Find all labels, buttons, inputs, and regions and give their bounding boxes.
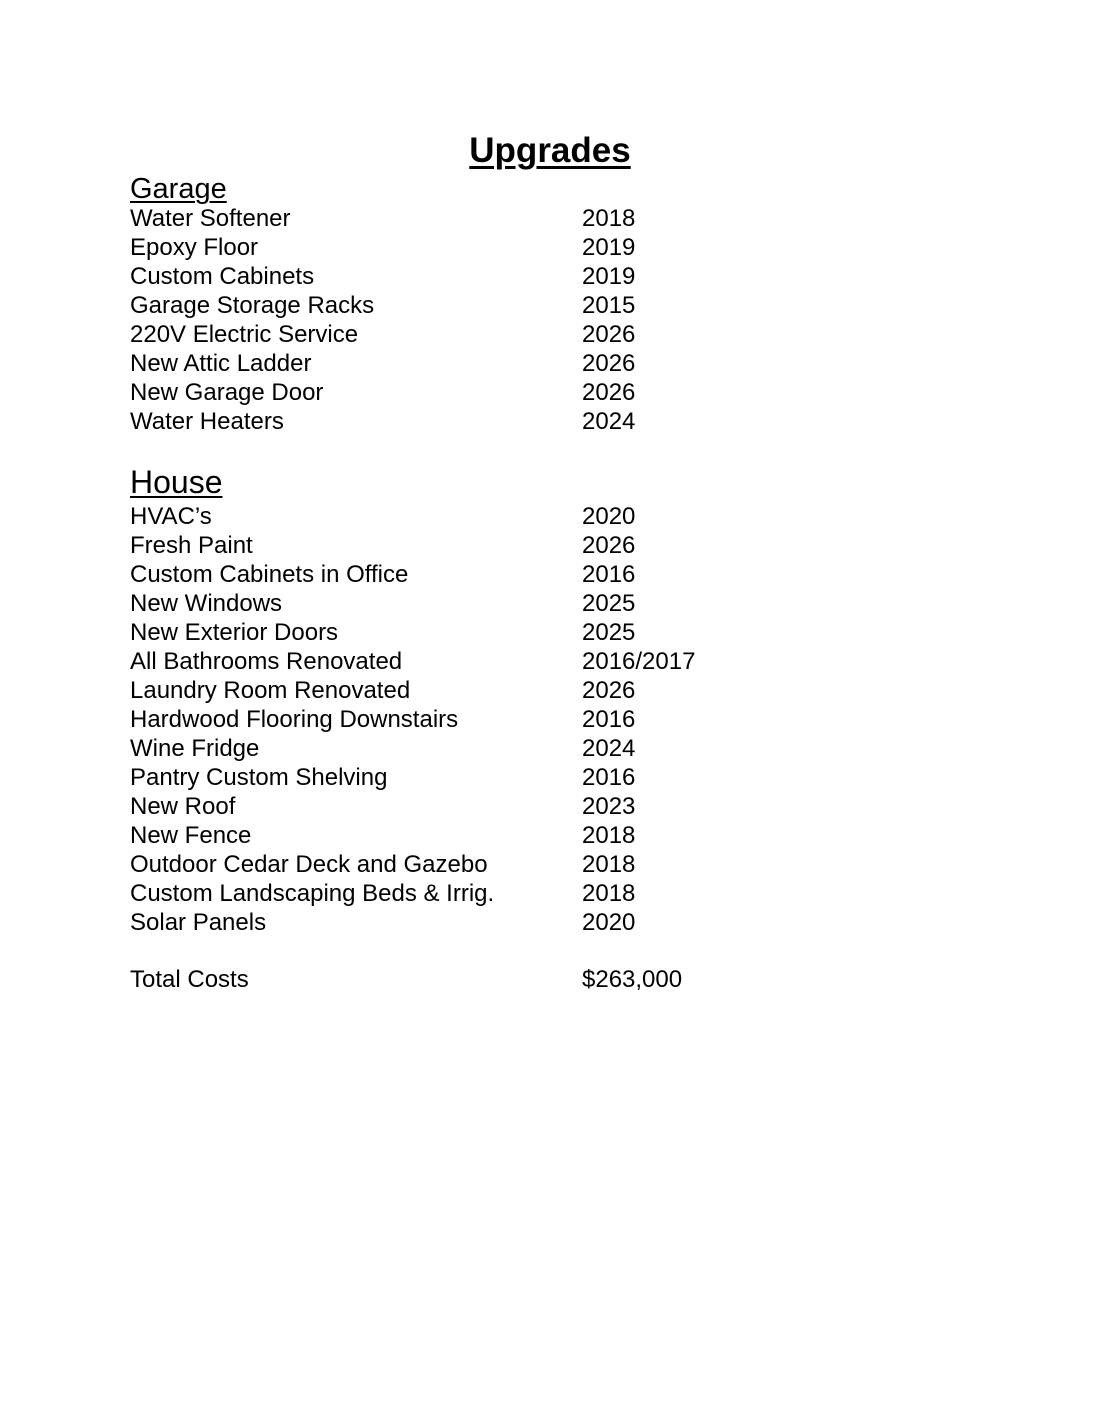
item-label: Pantry Custom Shelving <box>130 764 388 791</box>
section-heading-garage: Garage <box>130 173 227 205</box>
item-label: Outdoor Cedar Deck and Gazebo <box>130 851 488 878</box>
item-label: 220V Electric Service <box>130 321 359 348</box>
list-item <box>130 676 830 705</box>
item-label: All Bathrooms Renovated <box>130 648 403 675</box>
item-year: 2018 <box>582 205 636 232</box>
list-item <box>130 560 830 589</box>
item-year: 2016/2017 <box>582 648 696 675</box>
item-year: 2026 <box>582 677 636 704</box>
item-year: 2026 <box>582 350 636 377</box>
item-label: Fresh Paint <box>130 532 253 559</box>
list-item <box>130 262 830 291</box>
item-label: Garage Storage Racks <box>130 292 375 319</box>
list-item <box>130 734 830 763</box>
item-label: New Fence <box>130 822 252 849</box>
item-year: 2018 <box>582 822 636 849</box>
page-title: Upgrades <box>469 131 631 170</box>
item-year: 2024 <box>582 408 636 435</box>
item-label: Wine Fridge <box>130 735 260 762</box>
item-year: 2020 <box>582 909 636 936</box>
item-year: 2025 <box>582 590 636 617</box>
item-year: 2018 <box>582 851 636 878</box>
list-item <box>130 821 830 850</box>
item-label: Custom Cabinets in Office <box>130 561 409 588</box>
item-year: 2025 <box>582 619 636 646</box>
item-year: 2018 <box>582 880 636 907</box>
item-year: 2023 <box>582 793 636 820</box>
section-heading-house: House <box>130 464 223 500</box>
total-value: $263,000 <box>582 966 683 993</box>
list-item <box>130 618 830 647</box>
list-item <box>130 233 830 262</box>
item-label: Hardwood Flooring Downstairs <box>130 706 459 733</box>
list-item <box>130 879 830 908</box>
item-label: Water Heaters <box>130 408 284 435</box>
item-year: 2026 <box>582 532 636 559</box>
list-item <box>130 407 830 436</box>
total-section <box>130 965 830 994</box>
item-label: New Roof <box>130 793 236 820</box>
item-year: 2016 <box>582 764 636 791</box>
list-item <box>130 850 830 879</box>
item-year: 2015 <box>582 292 636 319</box>
item-year: 2019 <box>582 234 636 261</box>
item-label: Laundry Room Renovated <box>130 677 411 704</box>
item-year: 2016 <box>582 561 636 588</box>
item-label: New Garage Door <box>130 379 324 406</box>
list-item <box>130 320 830 349</box>
list-item <box>130 705 830 734</box>
list-item <box>130 378 830 407</box>
item-year: 2026 <box>582 321 636 348</box>
list-item <box>130 291 830 320</box>
item-year: 2020 <box>582 503 636 530</box>
item-year: 2026 <box>582 379 636 406</box>
list-item <box>130 792 830 821</box>
list-item <box>130 763 830 792</box>
total-label: Total Costs <box>130 966 249 993</box>
item-label: Epoxy Floor <box>130 234 259 261</box>
total-row <box>130 965 830 994</box>
item-label: Solar Panels <box>130 909 267 936</box>
house-list <box>130 502 830 937</box>
item-label: New Exterior Doors <box>130 619 339 646</box>
list-item <box>130 349 830 378</box>
item-label: New Windows <box>130 590 283 617</box>
item-label: Custom Landscaping Beds & Irrig. <box>130 880 495 907</box>
item-year: 2024 <box>582 735 636 762</box>
item-label: New Attic Ladder <box>130 350 312 377</box>
list-item <box>130 204 830 233</box>
garage-list <box>130 204 830 436</box>
item-year: 2019 <box>582 263 636 290</box>
item-label: Water Softener <box>130 205 291 232</box>
list-item <box>130 589 830 618</box>
list-item <box>130 531 830 560</box>
list-item <box>130 908 830 937</box>
item-year: 2016 <box>582 706 636 733</box>
list-item <box>130 647 830 676</box>
item-label: HVAC’s <box>130 503 212 530</box>
list-item <box>130 502 830 531</box>
item-label: Custom Cabinets <box>130 263 315 290</box>
